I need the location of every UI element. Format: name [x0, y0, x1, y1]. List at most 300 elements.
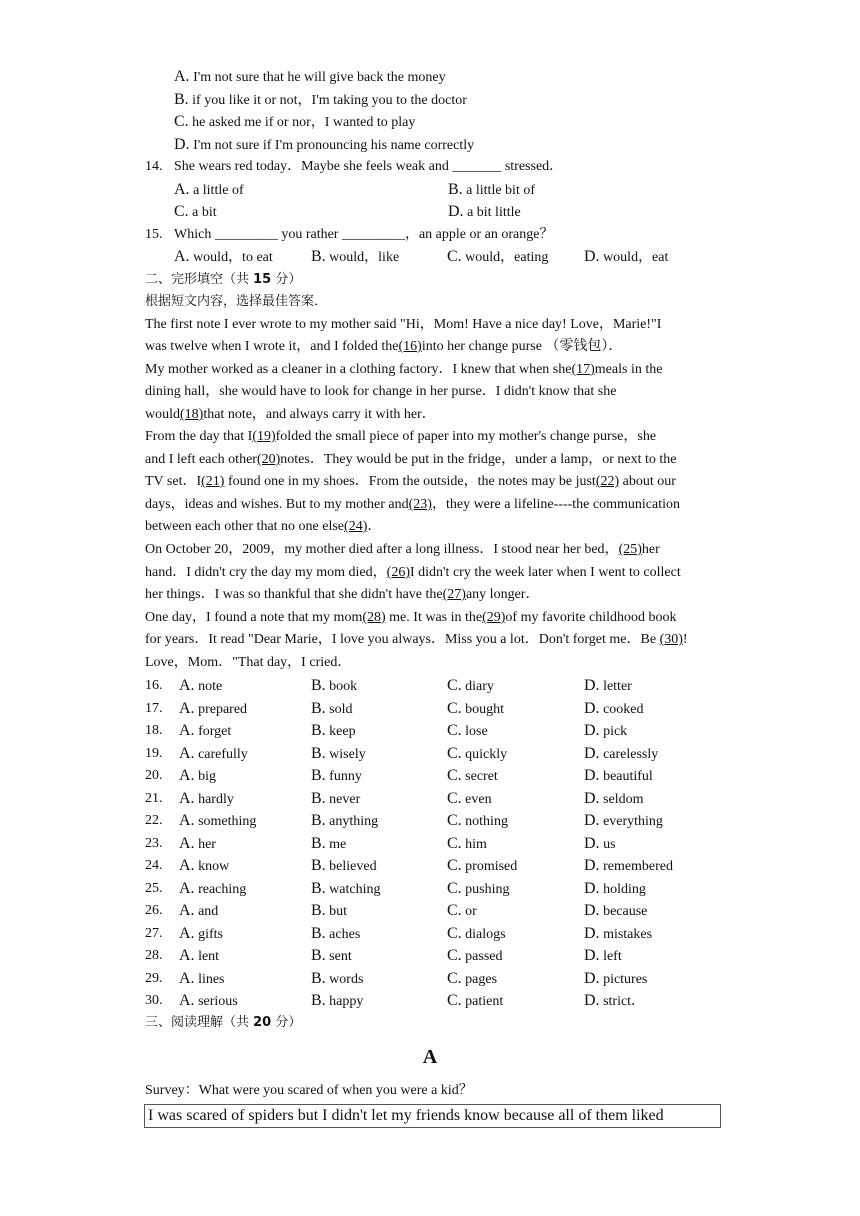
option-letter: D. [584, 992, 600, 1009]
option-text: bought [465, 701, 505, 717]
cloze-option-c [447, 855, 517, 878]
heading-suffix: 分） [271, 1015, 302, 1030]
passage-text: of my favorite childhood book [505, 610, 677, 625]
option-letter: C. [447, 969, 462, 987]
passage-line: Love，Mom．"That day，I cried． [145, 655, 352, 670]
cloze-question-number: 26. [145, 903, 163, 918]
option-text: happy [329, 994, 364, 1009]
option-text: left [603, 949, 622, 964]
q13-option-b [174, 89, 467, 112]
passage-line [145, 494, 680, 516]
passage-text: On October 20，2009，my mother died after a long illness．I stood near her bed， [145, 542, 619, 557]
passage-text: notes．They would be put in the fridge，under a lamp，or next to the [280, 452, 677, 467]
passage-line [145, 404, 436, 426]
cloze-option-a [179, 968, 225, 991]
q14-option-c [174, 201, 217, 224]
option-letter: B. [311, 812, 326, 829]
cloze-option-d [584, 878, 646, 901]
cloze-option-b [311, 990, 363, 1013]
cloze-option-b [311, 810, 378, 833]
cloze-option-a [179, 878, 246, 901]
passage-text: One day，I found a note that my mom [145, 610, 363, 625]
cloze-option-d [584, 900, 647, 923]
option-text: promised [465, 859, 518, 874]
option-letter: C. [447, 902, 462, 919]
cloze-option-a [179, 788, 234, 811]
cloze-option-c [447, 900, 477, 923]
passage-text: ! [682, 632, 688, 647]
cloze-option-c [447, 990, 503, 1013]
option-letter: D. [584, 947, 600, 964]
option-letter: A. [174, 68, 190, 85]
option-letter: C. [447, 677, 462, 694]
cloze-question-number: 23. [145, 835, 163, 851]
option-letter: A. [179, 879, 195, 897]
option-text: watching [329, 881, 381, 897]
passage-line [145, 336, 622, 358]
option-letter: A. [179, 767, 195, 784]
option-letter: A. [179, 744, 195, 762]
passage-text: any longer． [465, 587, 540, 602]
passage-text: hand．I didn't cry the day my mom died， [145, 565, 387, 580]
option-text: us [603, 836, 616, 852]
option-letter: C. [447, 722, 462, 739]
option-letter: C. [447, 924, 462, 942]
option-text: would，like [325, 250, 400, 265]
option-text: because [603, 904, 648, 919]
passage-text: would [145, 407, 180, 422]
option-letter: B. [311, 248, 326, 265]
option-letter: C. [447, 834, 462, 852]
option-text: keep [329, 724, 356, 739]
cloze-option-d [584, 833, 616, 856]
option-text: hardly [198, 791, 234, 807]
q15-option-c [447, 246, 548, 269]
cloze-option-a [179, 945, 219, 968]
cloze-option-b [311, 788, 360, 811]
option-text: funny [329, 769, 362, 784]
option-letter: A. [179, 699, 195, 717]
blank-30: (30) [659, 632, 683, 647]
blank-25: (25) [618, 542, 642, 557]
passage-text: meals in the [594, 362, 663, 377]
option-letter: D. [584, 857, 600, 874]
option-letter: B. [311, 902, 326, 919]
passage-line [145, 539, 660, 561]
passage-line: dining hall，she would have to look for change in her purse．I didn't know that she [145, 384, 617, 399]
heading-prefix: 三、阅读理解（共 [145, 1015, 254, 1030]
heading-suffix: 分） [271, 272, 302, 287]
cloze-option-c [447, 720, 488, 743]
cloze-option-c [447, 675, 494, 698]
cloze-option-d [584, 743, 658, 766]
option-letter: C. [447, 857, 462, 874]
option-letter: A. [179, 857, 195, 874]
cloze-question-number: 29. [145, 970, 163, 986]
passage-text: ，they were a lifeline----the communication [431, 497, 680, 512]
option-text: dialogs [465, 926, 506, 942]
option-text: remembered [603, 859, 674, 874]
option-text: even [465, 791, 492, 807]
option-letter: A. [179, 812, 195, 829]
option-text: a little bit of [462, 183, 535, 198]
passage-text: TV set．I [145, 474, 202, 489]
passage-text: From the day that I [145, 429, 253, 444]
option-letter: D. [584, 969, 600, 987]
section-heading-reading [145, 1012, 301, 1034]
cloze-option-c [447, 765, 498, 788]
option-letter: C. [447, 248, 462, 265]
option-text: or [465, 904, 477, 919]
passage-line [145, 607, 677, 629]
cloze-option-c [447, 923, 506, 946]
passage-text: was twelve when I wrote it，and I folded the [145, 339, 399, 354]
option-letter: C. [174, 203, 189, 220]
option-text: aches [329, 926, 361, 942]
cloze-option-b [311, 833, 346, 856]
option-text: mistakes [603, 926, 653, 942]
option-letter: B. [311, 857, 326, 874]
option-letter: B. [311, 722, 326, 739]
option-letter: B. [311, 767, 326, 784]
q14-number: 14. [145, 159, 163, 174]
option-letter: A. [179, 722, 195, 739]
cloze-option-a [179, 743, 248, 766]
option-text: if you like it or not，I'm taking you to the doctor [188, 93, 467, 108]
option-letter: A. [179, 992, 195, 1009]
cloze-option-b [311, 855, 377, 878]
option-letter: D. [584, 744, 600, 762]
blank-17: (17) [571, 362, 595, 377]
cloze-option-a [179, 900, 218, 923]
passage-text: ． [367, 519, 382, 534]
cloze-question-number: 16. [145, 678, 163, 693]
q13-option-a [174, 66, 446, 89]
option-text: know [198, 859, 230, 874]
option-text: patient [465, 994, 504, 1009]
option-text: pages [465, 971, 498, 987]
cloze-option-a [179, 675, 222, 698]
passage-line [145, 516, 381, 538]
q14-option-b [448, 179, 535, 202]
option-text: would，to eat [189, 250, 273, 265]
blank-29: (29) [482, 610, 506, 625]
option-letter: B. [311, 992, 326, 1009]
cloze-option-c [447, 878, 510, 901]
blank-22: (22) [595, 474, 620, 489]
option-letter: D. [584, 789, 600, 807]
option-text: quickly [465, 746, 508, 762]
option-letter: D. [584, 902, 600, 919]
option-letter: D. [584, 924, 600, 942]
option-letter: A. [179, 834, 195, 852]
option-letter: D. [584, 248, 600, 265]
option-letter: D. [584, 722, 600, 739]
option-letter: D. [584, 879, 600, 897]
option-text: carelessly [603, 746, 659, 762]
cloze-option-d [584, 698, 644, 721]
option-text: strict． [603, 994, 646, 1009]
option-text: never [329, 791, 361, 807]
blank-26: (26) [386, 565, 410, 580]
heading-prefix: 二、完形填空（共 [145, 272, 254, 287]
cloze-option-c [447, 810, 508, 833]
cloze-option-a [179, 810, 256, 833]
option-letter: A. [179, 947, 195, 964]
cloze-option-d [584, 855, 673, 878]
option-letter: C. [447, 789, 462, 807]
option-letter: D. [584, 834, 600, 852]
option-letter: B. [311, 969, 326, 987]
passage-line [145, 562, 681, 584]
option-letter: C. [447, 879, 462, 897]
cloze-option-c [447, 698, 504, 721]
cloze-option-c [447, 968, 497, 991]
option-text: lent [198, 949, 220, 964]
passage-line [145, 471, 676, 493]
option-text: I'm not sure that he will give back the money [189, 70, 446, 85]
cloze-option-b [311, 945, 352, 968]
option-text: her [198, 836, 216, 852]
option-text: him [465, 836, 487, 852]
cloze-question-number: 20. [145, 768, 163, 783]
option-letter: A. [179, 969, 195, 987]
survey-question: Survey：What were you scared of when you were a kid？ [145, 1083, 473, 1098]
option-text: lose [465, 724, 488, 739]
cloze-question-number: 18. [145, 723, 163, 738]
passage-text: her things．I was so thankful that she didn't have the [145, 587, 443, 602]
option-letter: A. [174, 181, 190, 198]
option-letter: C. [447, 744, 462, 762]
option-letter: C. [174, 113, 189, 130]
cloze-option-a [179, 923, 223, 946]
option-letter: D. [584, 677, 600, 694]
option-text: me [329, 836, 347, 852]
cloze-option-d [584, 788, 644, 811]
option-letter: B. [174, 91, 189, 108]
q13-option-d [174, 134, 474, 157]
cloze-option-d [584, 810, 663, 833]
cloze-option-d [584, 968, 647, 991]
option-letter: C. [447, 699, 462, 717]
option-letter: C. [447, 812, 462, 829]
option-text: passed [465, 949, 503, 964]
cloze-option-d [584, 923, 652, 946]
q14-option-d [448, 201, 521, 224]
option-text: note [198, 679, 223, 694]
blank-19: (19) [252, 429, 276, 444]
option-text: something [198, 814, 257, 829]
passage-line [145, 584, 539, 606]
option-text: would，eating [461, 250, 549, 265]
cloze-option-c [447, 743, 507, 766]
blank-18: (18) [180, 407, 204, 422]
passage-text: into her change purse （零钱包）． [421, 339, 623, 354]
passage-text: days，ideas and wishes. But to my mother and [145, 497, 409, 512]
cloze-option-b [311, 765, 362, 788]
cloze-option-d [584, 990, 645, 1013]
option-letter: B. [311, 834, 326, 852]
heading-points: 20 [253, 1015, 272, 1030]
option-letter: D. [448, 203, 464, 220]
option-text: serious [198, 994, 238, 1009]
option-letter: B. [311, 879, 326, 897]
option-letter: D. [584, 767, 600, 784]
cloze-option-c [447, 788, 492, 811]
blank-16: (16) [398, 339, 422, 354]
option-text: gifts [198, 926, 223, 942]
q15-stem: Which _________ you rather _________，an apple or an orange？ [174, 227, 554, 242]
cloze-option-d [584, 765, 653, 788]
blank-27: (27) [442, 587, 466, 602]
cloze-question-number: 19. [145, 745, 163, 761]
option-letter: D. [174, 136, 190, 153]
option-letter: B. [311, 699, 326, 717]
section-heading-cloze [145, 269, 301, 291]
passage-text: that note，and always carry it with her． [203, 407, 436, 422]
option-text: diary [465, 679, 494, 694]
passage-text: found one in my shoes．From the outside，the notes may be just [224, 474, 596, 489]
option-letter: B. [311, 789, 326, 807]
q15-option-d [584, 246, 668, 269]
blank-24: (24) [344, 519, 368, 534]
option-text: forget [198, 724, 232, 739]
option-text: pictures [603, 971, 648, 987]
passage-line [145, 426, 656, 448]
option-text: seldom [603, 791, 644, 807]
option-text: nothing [465, 814, 508, 829]
cloze-option-b [311, 720, 356, 743]
q15-option-a [174, 246, 273, 269]
option-text: holding [603, 881, 646, 897]
cloze-question-number: 27. [145, 925, 163, 941]
option-letter: A. [179, 924, 195, 942]
option-text: pushing [465, 881, 510, 897]
option-text: sent [329, 949, 352, 964]
option-text: cooked [603, 701, 644, 717]
passage-text: me. It was in the [385, 610, 483, 625]
option-text: sold [329, 701, 353, 717]
option-text: a little of [189, 183, 244, 198]
cloze-option-c [447, 945, 503, 968]
option-text: would，eat [599, 250, 669, 265]
cloze-question-number: 21. [145, 790, 163, 806]
blank-20: (20) [256, 452, 281, 467]
option-letter: B. [311, 677, 326, 694]
blank-23: (23) [408, 497, 432, 512]
option-text: carefully [198, 746, 248, 762]
cloze-option-b [311, 878, 381, 901]
option-letter: A. [179, 789, 195, 807]
option-text: he asked me if or nor，I wanted to play [188, 115, 416, 130]
option-text: words [329, 971, 364, 987]
passage-text: and I left each other [145, 452, 257, 467]
option-text: reaching [198, 881, 247, 897]
q15-option-b [311, 246, 399, 269]
cloze-question-number: 24. [145, 858, 163, 873]
survey-answer-box: I was scared of spiders but I didn't let my friends know because all of them liked [144, 1104, 721, 1128]
cloze-question-number: 30. [145, 993, 163, 1008]
option-letter: D. [584, 812, 600, 829]
q15-number: 15. [145, 227, 163, 242]
option-text: wisely [329, 746, 366, 762]
option-text: secret [465, 769, 498, 784]
passage-text: her [641, 542, 660, 557]
q14-stem: She wears red today．Maybe she feels weak and _______ stressed． [174, 159, 564, 174]
passage-text: between each other that no one else [145, 519, 345, 534]
passage-text: about our [619, 474, 676, 489]
cloze-option-b [311, 675, 357, 698]
passage-line [145, 629, 688, 651]
cloze-option-b [311, 968, 363, 991]
reading-part-title: A [422, 1046, 438, 1068]
cloze-option-a [179, 720, 231, 743]
option-text: believed [329, 859, 377, 874]
option-text: big [198, 769, 216, 784]
cloze-option-a [179, 833, 216, 856]
option-text: letter [603, 679, 632, 694]
option-letter: D. [584, 699, 600, 717]
q13-option-c [174, 111, 415, 134]
option-text: prepared [198, 701, 248, 717]
cloze-instruction: 根据短文内容，选择最佳答案． [145, 294, 328, 309]
cloze-question-number: 22. [145, 813, 163, 828]
option-letter: C. [447, 947, 462, 964]
heading-points: 15 [253, 272, 272, 287]
option-letter: A. [179, 677, 195, 694]
option-letter: C. [447, 992, 462, 1009]
cloze-option-a [179, 990, 238, 1013]
cloze-option-a [179, 698, 247, 721]
blank-21: (21) [201, 474, 225, 489]
option-text: lines [198, 971, 225, 987]
cloze-question-number: 25. [145, 880, 163, 896]
cloze-option-b [311, 900, 347, 923]
option-letter: B. [311, 947, 326, 964]
cloze-option-a [179, 765, 216, 788]
passage-text: My mother worked as a cleaner in a clothing factory．I knew that when she [145, 362, 572, 377]
cloze-option-a [179, 855, 229, 878]
cloze-question-number: 28. [145, 948, 163, 963]
option-text: and [198, 904, 219, 919]
cloze-option-d [584, 675, 632, 698]
passage-line [145, 449, 676, 471]
passage-text: folded the small piece of paper into my mother's change purse，she [275, 429, 657, 444]
cloze-option-b [311, 743, 366, 766]
option-letter: B. [311, 924, 326, 942]
option-text: a bit [188, 205, 217, 220]
option-text: pick [603, 724, 628, 739]
cloze-option-d [584, 945, 622, 968]
option-letter: A. [179, 902, 195, 919]
option-text: book [329, 679, 358, 694]
option-text: a bit little [463, 205, 521, 220]
option-text: beautiful [603, 769, 653, 784]
option-text: anything [329, 814, 379, 829]
option-text: but [329, 904, 348, 919]
q14-option-a [174, 179, 244, 202]
cloze-option-c [447, 833, 487, 856]
passage-text: for years．It read "Dear Marie，I love you always．Miss you a lot．Don't forget me．Be [145, 632, 660, 647]
option-text: everything [603, 814, 663, 829]
cloze-option-b [311, 698, 353, 721]
cloze-option-d [584, 720, 627, 743]
cloze-option-b [311, 923, 360, 946]
cloze-question-number: 17. [145, 700, 163, 716]
option-letter: B. [448, 181, 463, 198]
option-letter: C. [447, 767, 462, 784]
blank-28: (28) [362, 610, 386, 625]
